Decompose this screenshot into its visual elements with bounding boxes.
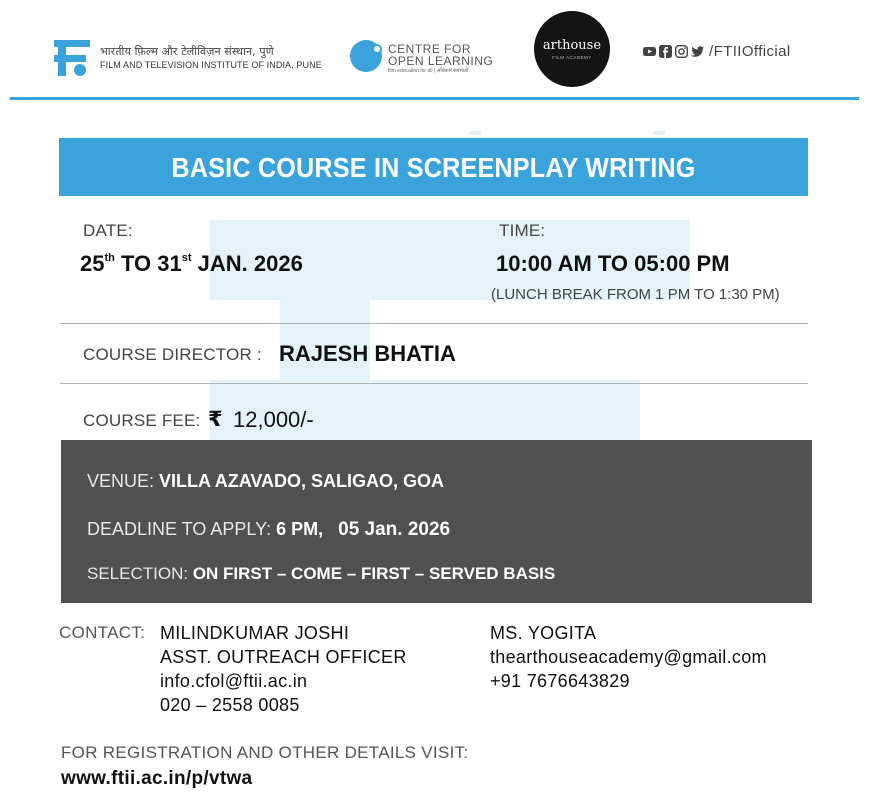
banner-tab-mark xyxy=(469,131,481,135)
arthouse-logo xyxy=(534,11,610,87)
deadline-time: 6 PM, xyxy=(276,519,324,539)
time-label: TIME: xyxy=(499,221,546,240)
header-divider xyxy=(10,97,859,100)
selection-value: ON FIRST – COME – FIRST – SERVED BASIS xyxy=(192,564,556,583)
selection-line xyxy=(87,564,555,584)
date-start-day: 25 xyxy=(80,251,105,276)
ftii-name-hindi: भारतीय फ़िल्म और टेलीविज़न संस्थान, पुणे xyxy=(100,45,274,58)
course-title: BASIC COURSE IN SCREENPLAY WRITING xyxy=(171,152,696,183)
date-end-day: TO 31 xyxy=(114,251,182,276)
contact-left-phone[interactable]: 020 – 2558 0085 xyxy=(160,695,300,715)
date-end-suffix: st xyxy=(181,252,192,264)
director-label: COURSE DIRECTOR : xyxy=(83,345,262,364)
contact-label: CONTACT: xyxy=(59,623,146,642)
fee-value: 12,000/- xyxy=(233,407,314,432)
rupee-symbol: ₹ xyxy=(208,408,223,431)
time-value: 10:00 AM TO 05:00 PM xyxy=(496,251,730,276)
cfol-tagline: film education for all | अधिकार सबसाठी xyxy=(388,68,469,74)
contact-left xyxy=(160,623,407,716)
date-label: DATE: xyxy=(83,221,133,240)
venue-box xyxy=(61,440,812,603)
contact-left-role: ASST. OUTREACH OFFICER xyxy=(160,647,407,667)
header xyxy=(0,0,879,100)
social-links xyxy=(643,43,791,59)
registration-link[interactable]: www.ftii.ac.in/p/vtwa xyxy=(61,768,253,789)
cfol-logo-dot-icon xyxy=(372,44,382,54)
contact-left-email[interactable]: info.cfol@ftii.ac.in xyxy=(160,671,308,691)
title-banner xyxy=(59,138,808,196)
venue-value: VILLA AZAVADO, SALIGAO, GOA xyxy=(159,471,445,491)
registration-text: FOR REGISTRATION AND OTHER DETAILS VISIT: xyxy=(61,743,469,762)
date-month-year: JAN. 2026 xyxy=(191,251,303,276)
contact-right-email[interactable]: thearthouseacademy@gmail.com xyxy=(490,647,767,667)
selection-label: SELECTION: xyxy=(87,564,189,583)
venue-line xyxy=(87,471,444,492)
contact-right-phone[interactable]: +91 7676643829 xyxy=(490,671,630,691)
deadline-date: 05 Jan. 2026 xyxy=(338,519,451,540)
contact-left-name: MILINDKUMAR JOSHI xyxy=(160,623,350,643)
date-start-suffix: th xyxy=(104,252,115,264)
director-name: RAJESH BHATIA xyxy=(279,341,456,366)
divider xyxy=(60,323,808,324)
deadline-label: DEADLINE TO APPLY: xyxy=(87,519,272,539)
deadline-line xyxy=(87,519,450,541)
venue-label: VENUE: xyxy=(87,471,155,491)
cfol-name-line2: OPEN LEARNING xyxy=(388,54,494,68)
cfol-name-line1: CENTRE FOR xyxy=(388,42,471,56)
divider xyxy=(60,383,808,384)
facebook-icon[interactable] xyxy=(659,45,672,58)
ftii-logo-icon xyxy=(52,38,92,78)
fee-label: COURSE FEE: xyxy=(83,411,201,430)
contact-right-name: MS. YOGITA xyxy=(490,623,597,643)
ftii-name-english: FILM AND TELEVISION INSTITUTE OF INDIA, PUNE xyxy=(100,60,322,70)
twitter-icon[interactable] xyxy=(691,45,704,58)
social-handle[interactable]: /FTIIOfficial xyxy=(709,42,791,60)
date-value xyxy=(80,251,303,277)
contact-right xyxy=(490,623,767,692)
lunch-note: (LUNCH BREAK FROM 1 PM TO 1:30 PM) xyxy=(491,286,780,303)
arthouse-logo-name: arthouse xyxy=(542,38,602,53)
arthouse-logo-sub: FILM ACADEMY xyxy=(552,55,592,60)
youtube-icon[interactable] xyxy=(643,45,656,58)
banner-tab-mark xyxy=(653,131,665,135)
instagram-icon[interactable] xyxy=(675,45,688,58)
